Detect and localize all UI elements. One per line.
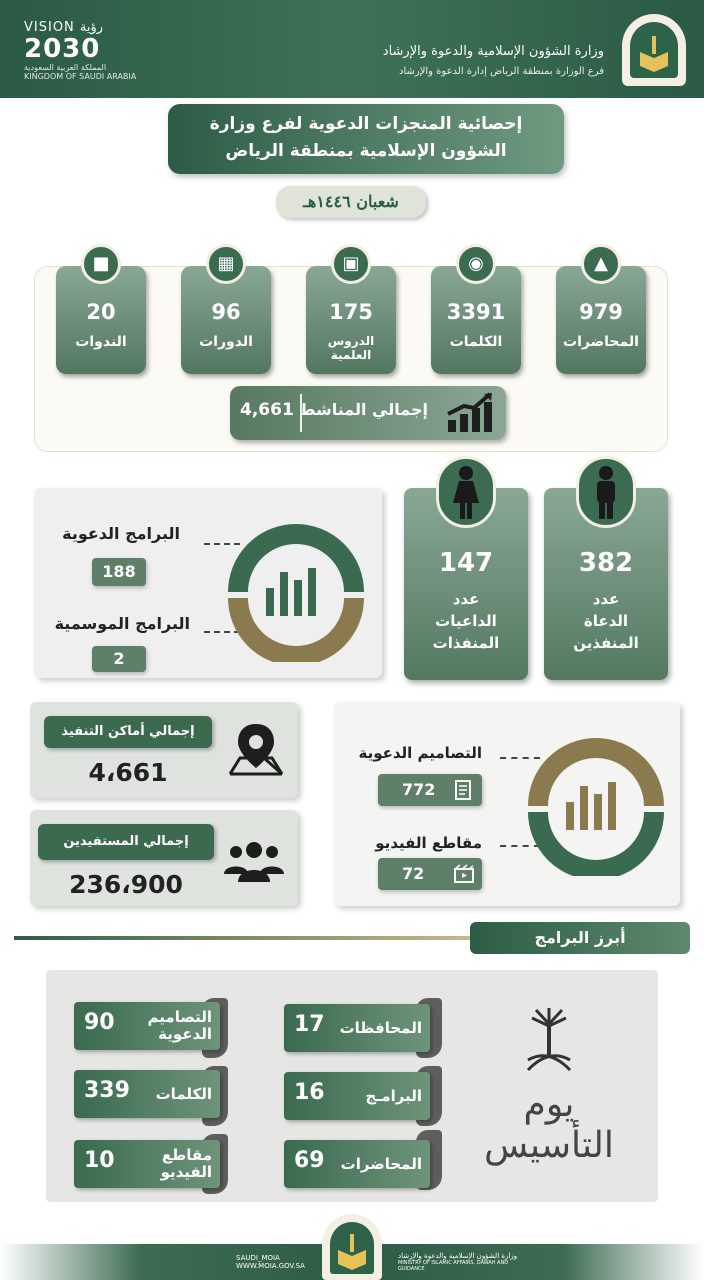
stat-value: 96 xyxy=(211,300,241,324)
highlight-value: 17 xyxy=(294,1012,325,1037)
footer-logo xyxy=(322,1214,382,1280)
stat-label: الدورات xyxy=(199,334,253,350)
highlight-card-governorates xyxy=(284,1004,430,1052)
podium-icon: ▲ xyxy=(581,244,621,284)
stat-value: 3391 xyxy=(446,300,506,324)
highlights-title: أبرز البرامج xyxy=(470,922,690,954)
stat-label: الكلمات xyxy=(449,334,503,350)
location-pin-icon xyxy=(224,718,288,782)
male-icon xyxy=(576,456,636,528)
media-donut-chart xyxy=(526,736,666,876)
highlight-label: المحاضرات xyxy=(340,1154,422,1173)
locations-value: 4،661 xyxy=(88,758,168,787)
founding-day-logo xyxy=(474,1008,624,1166)
seasonal-programs-label: البرامج الموسمية xyxy=(54,614,190,633)
footer-social xyxy=(236,1254,305,1270)
highlight-value: 69 xyxy=(294,1148,325,1173)
classroom-icon: ▦ xyxy=(206,244,246,284)
speaker-icon: ◉ xyxy=(456,244,496,284)
footer-logo-inner xyxy=(330,1222,374,1274)
label-line: المنفذات xyxy=(432,634,500,652)
highlight-card-programs xyxy=(284,1072,430,1120)
title-line-2: الشؤون الإسلامية بمنطقة الرياض xyxy=(225,141,507,161)
designs-label: التصاميم الدعوية xyxy=(358,744,482,762)
video-icon xyxy=(452,862,476,886)
total-activities-label: إجمالي المناشط xyxy=(298,400,428,419)
highlight-label: البرامـج xyxy=(365,1086,422,1105)
footer-ministry-en: MINISTRY OF ISLAMIC AFFAIRS, DAWAH AND GUIDANCE xyxy=(398,1260,509,1272)
stat-value: 979 xyxy=(579,300,623,324)
highlight-label xyxy=(148,1002,212,1050)
title-line-1: إحصائية المنجزات الدعوية لفرع وزارة xyxy=(209,114,523,134)
ministry-logo-inner xyxy=(630,22,678,78)
book-icon xyxy=(630,22,678,78)
stat-label: الدروس العلمية xyxy=(327,334,375,362)
beneficiaries-value: 236،900 xyxy=(69,870,183,899)
stat-card-speeches xyxy=(431,253,521,374)
branch-name: فرع الوزارة بمنطقة الرياض إدارة الدعوة والإرشاد xyxy=(398,66,604,77)
highlight-card-videos xyxy=(74,1140,220,1188)
male-preachers-label xyxy=(544,588,668,654)
stat-value: 175 xyxy=(329,300,373,324)
footer-social-handle: SAUDI_MOIA xyxy=(236,1254,280,1262)
section-divider xyxy=(14,936,474,940)
palm-swords-emblem-icon xyxy=(524,1008,574,1078)
page-title xyxy=(168,104,564,174)
growth-chart-icon xyxy=(444,392,496,434)
female-preachers-value: 147 xyxy=(438,548,494,578)
users-group-icon xyxy=(222,838,286,886)
male-figure xyxy=(579,459,633,525)
book-icon xyxy=(330,1222,374,1274)
female-figure xyxy=(439,459,493,525)
teacher-icon: ▣ xyxy=(331,244,371,284)
highlight-card-designs xyxy=(74,1002,220,1050)
total-activities-value: 4,661 xyxy=(240,400,294,420)
vision-2030-logo xyxy=(24,20,136,81)
footer-website: WWW.MOIA.GOV.SA xyxy=(236,1262,305,1270)
highlight-value: 90 xyxy=(84,1010,115,1035)
seasonal-programs-value: 2 xyxy=(92,646,146,672)
stat-card-lessons xyxy=(306,253,396,374)
total-activities-bar xyxy=(230,386,506,440)
vision-year: 2030 xyxy=(24,34,101,64)
ministry-name: وزارة الشؤون الإسلامية والدعوة والإرشاد xyxy=(382,44,604,59)
vision-word: VISION xyxy=(24,20,75,35)
date-badge: شعبان ١٤٤٦هـ xyxy=(276,186,426,218)
stat-card-seminars xyxy=(56,253,146,374)
stat-label: الندوات xyxy=(75,334,127,350)
stat-label: المحاضرات xyxy=(563,334,639,350)
designs-value: 772 xyxy=(402,780,436,799)
ministry-logo xyxy=(622,14,686,86)
highlight-value: 16 xyxy=(294,1080,325,1105)
document-icon xyxy=(452,778,476,802)
vision-kingdom-ar: المملكة العربية السعودية xyxy=(24,63,107,72)
vision-arabic: رؤية xyxy=(79,20,104,35)
highlight-value: 10 xyxy=(84,1148,115,1173)
female-preachers-card xyxy=(404,488,528,680)
male-preachers-value: 382 xyxy=(578,548,634,578)
programs-donut-chart xyxy=(226,522,366,662)
label-line: الداعيات xyxy=(435,612,497,630)
footer-ministry-ar: وزارة الشؤون الإسلامية والدعوة والإرشاد xyxy=(398,1252,518,1260)
highlight-value: 339 xyxy=(84,1078,130,1103)
highlight-card-speeches xyxy=(74,1070,220,1118)
stat-card-courses xyxy=(181,253,271,374)
dawah-programs-value: 188 xyxy=(92,558,146,586)
footer-ministry xyxy=(398,1252,518,1272)
highlight-label xyxy=(161,1140,212,1188)
label-line: عدد xyxy=(452,590,480,608)
female-icon xyxy=(436,456,496,528)
stat-card-lectures xyxy=(556,253,646,374)
label-line: مقاطع xyxy=(161,1146,212,1164)
label-line: المنفذين xyxy=(573,634,639,652)
label-line: الفيديو xyxy=(160,1163,212,1181)
stat-value: 20 xyxy=(86,300,116,324)
label-line: الدعاة xyxy=(583,612,629,630)
highlight-label: الكلمات xyxy=(155,1084,212,1103)
dawah-programs-label: البرامج الدعوية xyxy=(62,524,180,543)
label-line: التصاميم xyxy=(147,1008,212,1026)
locations-label: إجمالي أماكن التنفيذ xyxy=(44,716,212,748)
female-preachers-label xyxy=(404,588,528,654)
founding-day-text: يوم التأسيس xyxy=(484,1084,614,1166)
highlight-label: المحافظات xyxy=(339,1018,422,1037)
videos-value: 72 xyxy=(402,864,425,883)
label-line: الدعوية xyxy=(158,1025,212,1043)
videos-label: مقاطع الفيديو xyxy=(375,834,482,852)
vision-kingdom: KINGDOM OF SAUDI ARABIA xyxy=(24,72,137,81)
panel-icon: ■ xyxy=(81,244,121,284)
highlight-card-lectures xyxy=(284,1140,430,1188)
label-line: عدد xyxy=(592,590,620,608)
male-preachers-card xyxy=(544,488,668,680)
beneficiaries-label: إجمالي المستفيدين xyxy=(38,824,214,860)
